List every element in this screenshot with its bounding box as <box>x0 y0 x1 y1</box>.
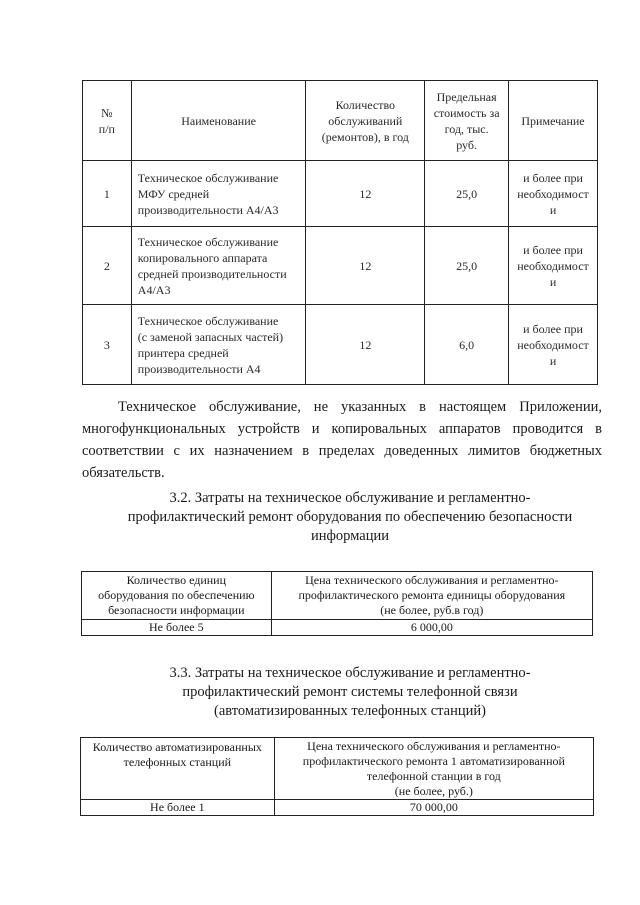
header-qty: Количество обслуживаний (ремонтов), в год <box>306 81 425 161</box>
row-col1: Не более 5 <box>82 620 272 636</box>
row-price: 6,0 <box>425 305 509 385</box>
header-col1: Количество единиц оборудования по обеспечению безопасности информации <box>82 572 272 620</box>
header-col2: Цена технического обслуживания и регламентно- профилактического ремонта 1 автоматизированной телефонной станции в год (не более, руб.) <box>274 738 593 800</box>
header-name: Наименование <box>131 81 306 161</box>
row-col2: 6 000,00 <box>271 620 592 636</box>
telephone-stations-table <box>80 737 594 816</box>
row-num: 3 <box>83 305 132 385</box>
maintenance-table <box>82 80 598 385</box>
row-qty: 12 <box>306 161 425 227</box>
row-qty: 12 <box>306 227 425 305</box>
table-row <box>83 161 598 227</box>
row-price: 25,0 <box>425 227 509 305</box>
table-header-row <box>81 738 594 800</box>
security-equipment-table <box>81 571 593 636</box>
header-col1: Количество автоматизированных телефонных станций <box>81 738 275 800</box>
row-name: Техническое обслуживание (с заменой запасных частей) принтера средней производительности А4 <box>131 305 306 385</box>
row-name: Техническое обслуживание МФУ средней производительности А4/А3 <box>131 161 306 227</box>
table-row <box>81 800 594 816</box>
table-row <box>83 227 598 305</box>
section-3-3-title: 3.3. Затраты на техническое обслуживание и регламентно- профилактический ремонт системы телефонной связи (автоматизированных телефонных станций) <box>169 665 531 719</box>
row-note: и более при необходимост и <box>509 161 598 227</box>
row-col2: 70 000,00 <box>274 800 593 816</box>
table-header-row <box>83 81 598 161</box>
row-price: 25,0 <box>425 161 509 227</box>
table-header-row <box>82 572 593 620</box>
header-note: Примечание <box>509 81 598 161</box>
row-num: 1 <box>83 161 132 227</box>
row-note: и более при необходимост и <box>509 227 598 305</box>
row-qty: 12 <box>306 305 425 385</box>
row-num: 2 <box>83 227 132 305</box>
header-col2: Цена технического обслуживания и регламентно- профилактического ремонта единицы оборудования (не более, руб.в год) <box>271 572 592 620</box>
table-row <box>82 620 593 636</box>
maintenance-note-paragraph: Техническое обслуживание, не указанных в настоящем Приложении, многофункциональных устройств и копировальных аппаратов проводится в соответствии с их назначением в пределах доведенных лимитов бюджетных обязательств. <box>82 399 602 481</box>
header-num: № п/п <box>83 81 132 161</box>
row-name: Техническое обслуживание копировального аппарата средней производительности А4/А3 <box>131 227 306 305</box>
section-3-2-title: 3.2. Затраты на техническое обслуживание и регламентно- профилактический ремонт оборудования по обеспечению безопасности информации <box>127 490 573 544</box>
header-price: Предельная стоимость за год, тыс. руб. <box>425 81 509 161</box>
table-row <box>83 305 598 385</box>
row-col1: Не более 1 <box>81 800 275 816</box>
row-note: и более при необходимост и <box>509 305 598 385</box>
